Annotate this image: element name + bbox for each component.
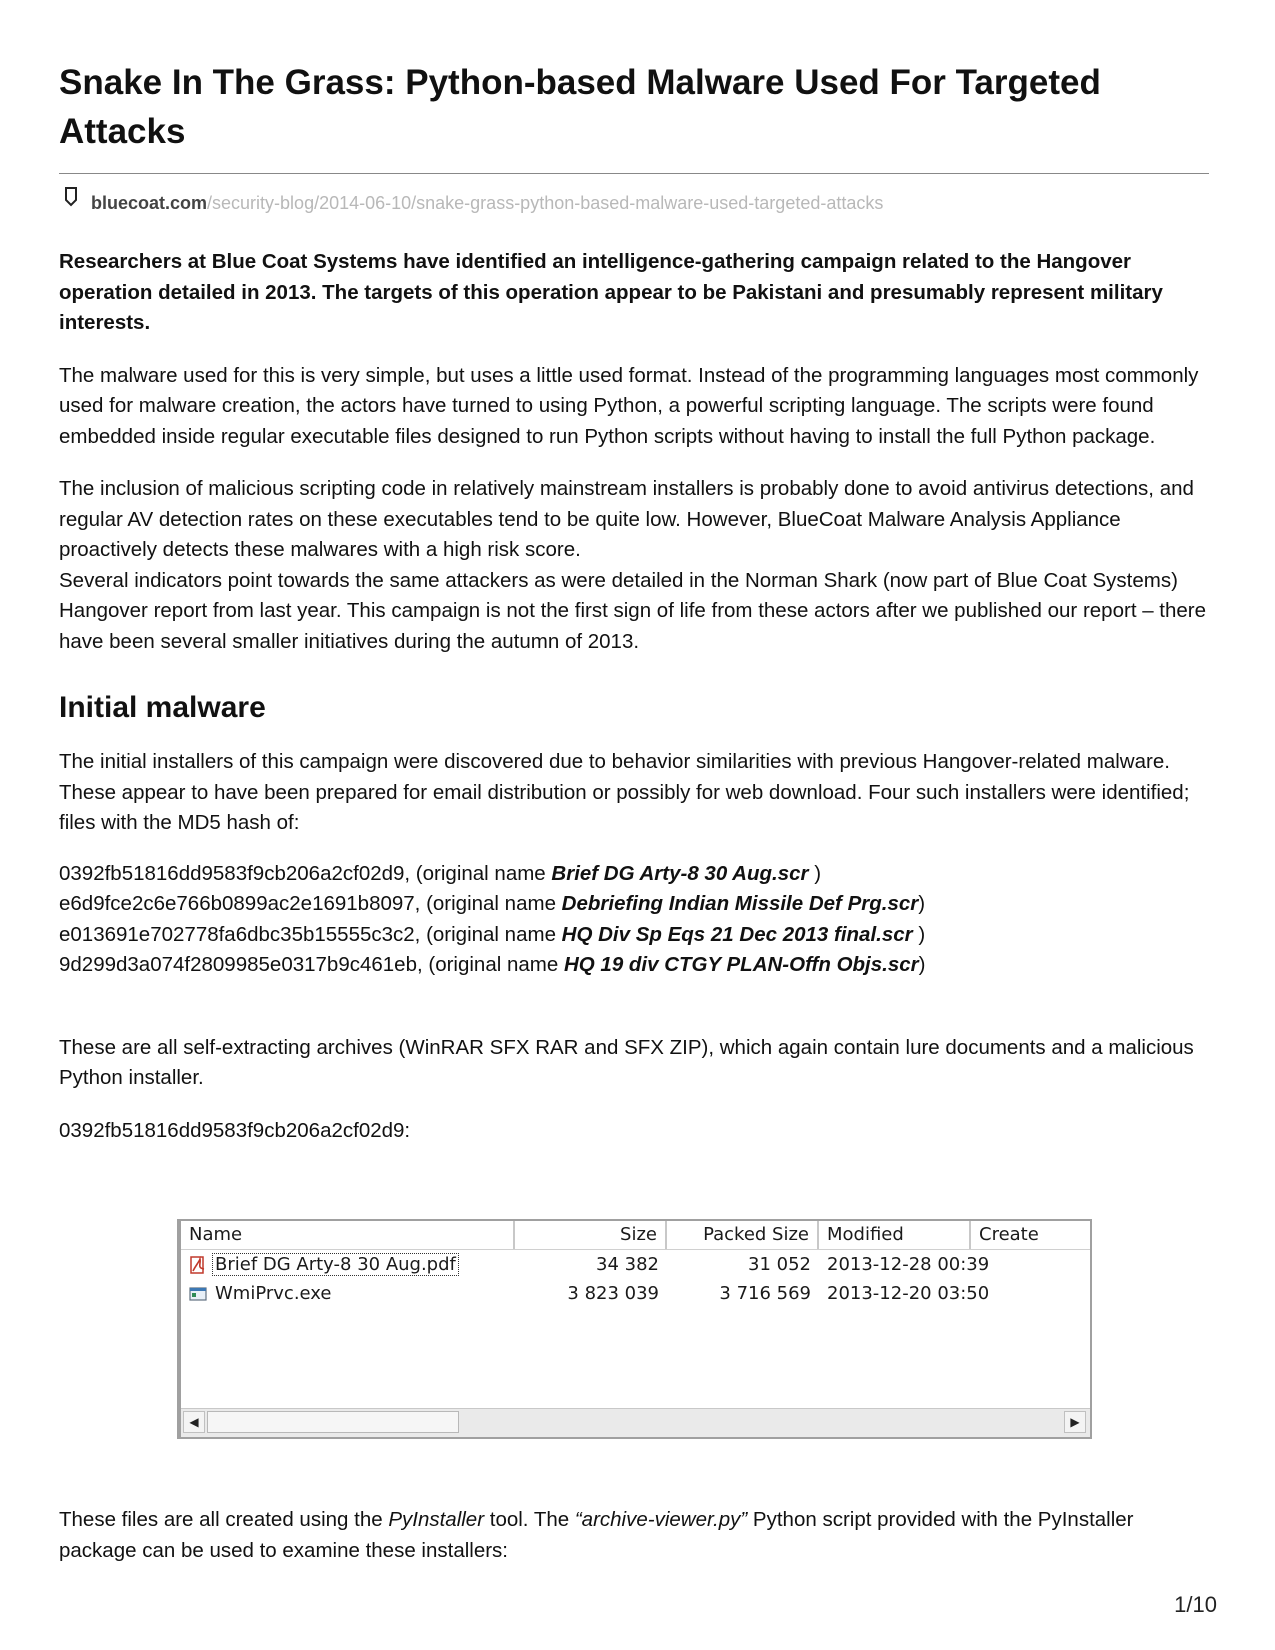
table-row[interactable]: [181, 1280, 1090, 1308]
hash-close: ): [912, 922, 926, 946]
hash-line: [59, 859, 1209, 890]
scroll-left-icon[interactable]: ◀: [183, 1411, 205, 1433]
column-name[interactable]: Name: [181, 1221, 515, 1249]
section-heading: Initial malware: [59, 691, 266, 724]
hash-close: ): [918, 953, 926, 976]
paragraph: The inclusion of malicious scripting code in relatively mainstream installers is probably done to avoid antivirus detections, and regular AV detection rates on these executables tend to be quite low. However, BlueCoat Malware Analysis Appliance proactively detects these malwares with a high risk score.: [59, 477, 1194, 561]
source-path[interactable]: /security-blog/2014-06-10/snake-grass-python-based-malware-used-targeted-attacks: [207, 192, 884, 213]
hash-list: [59, 859, 1209, 981]
file-packed-size: 31 052: [748, 1254, 811, 1275]
page-number: 1/10: [1174, 1592, 1217, 1617]
hash-line: [59, 920, 1209, 951]
paragraph: Several indicators point towards the same attackers as were detailed in the Norman Shark (now part of Blue Coat Systems) Hangover report from last year. This campaign is not the first sign of life from these actors after we published our report – there have been several smaller initiatives during the autumn of 2013.: [59, 568, 1207, 653]
column-packed-size[interactable]: Packed Size: [667, 1221, 819, 1249]
scroll-thumb[interactable]: [207, 1411, 459, 1433]
archive-file-list: [177, 1219, 1092, 1439]
text: These files are all created using the: [59, 1508, 389, 1531]
file-name[interactable]: Brief DG Arty-8 30 Aug.pdf: [215, 1254, 456, 1275]
original-filename: HQ 19 div CTGY PLAN-Offn Objs.scr: [563, 953, 919, 976]
script-name: “archive-viewer.py”: [574, 1508, 748, 1531]
original-filename: Debriefing Indian Missile Def Prg.scr: [561, 892, 919, 915]
hash-label: 0392fb51816dd9583f9cb206a2cf02d9:: [59, 1118, 411, 1142]
lead-paragraph: Researchers at Blue Coat Systems have identified an intelligence-gathering campaign related to the Hangover operation detailed in 2013. The targets of this operation appear to be Pakistani and presumably represent military interests.: [59, 250, 1163, 334]
text: tool. The: [484, 1508, 575, 1531]
paragraph: These are all self-extracting archives (WinRAR SFX RAR and SFX ZIP), which again contain lure documents and a malicious Python installer.: [59, 1035, 1194, 1089]
column-modified[interactable]: Modified: [819, 1221, 971, 1249]
file-packed-size: 3 716 569: [719, 1283, 811, 1304]
hash-line: [59, 889, 1209, 920]
hash-text: e013691e702778fa6dbc35b15555c3c2, (original name: [59, 922, 562, 946]
hash-text: 0392fb51816dd9583f9cb206a2cf02d9, (original name: [59, 861, 552, 885]
pdf-icon: [189, 1256, 207, 1274]
title-divider: [59, 173, 1209, 174]
hash-line: [59, 950, 1209, 981]
file-size: 34 382: [596, 1254, 659, 1275]
source-url[interactable]: [59, 184, 1209, 222]
file-name[interactable]: WmiPrvc.exe: [215, 1283, 332, 1304]
hash-text: 9d299d3a074f2809985e0317b9c461eb, (original name: [59, 953, 564, 976]
original-filename: HQ Div Sp Eqs 21 Dec 2013 final.scr: [561, 922, 913, 946]
file-size: 3 823 039: [567, 1283, 659, 1304]
hash-close: ): [918, 892, 926, 915]
paragraph: [59, 1505, 1209, 1566]
file-modified: 2013-12-28 00:39: [827, 1254, 990, 1275]
exe-icon: [189, 1285, 207, 1303]
text: Python script provided with the PyInstaller package can be used to examine these installers:: [59, 1508, 1134, 1562]
column-header-row: [181, 1221, 1090, 1250]
scroll-right-icon[interactable]: ▶: [1064, 1411, 1086, 1433]
source-domain[interactable]: bluecoat.com: [91, 192, 208, 213]
column-created[interactable]: Create: [979, 1224, 1039, 1245]
column-size[interactable]: Size: [515, 1221, 667, 1249]
paragraph: The malware used for this is very simple, but uses a little used format. Instead of the programming languages most commonly used for malware creation, the actors have turned to using Python, a powerful scripting language. The scripts were found embedded inside regular executable files designed to run Python scripts without having to install the full Python package.: [59, 363, 1199, 448]
shield-icon: [65, 187, 77, 207]
article: [59, 58, 1209, 1146]
paragraph: The initial installers of this campaign were discovered due to behavior similarities with previous Hangover-related malware. These appear to have been prepared for email distribution or possibly for web download. Four such installers were identified; files with the MD5 hash of:: [59, 750, 1190, 834]
file-modified: 2013-12-20 03:50: [827, 1283, 990, 1304]
horizontal-scrollbar[interactable]: [181, 1408, 1090, 1437]
original-filename: Brief DG Arty-8 30 Aug.scr: [551, 861, 809, 885]
page-title: Snake In The Grass: Python-based Malware Used For Targeted Attacks: [59, 63, 1101, 151]
hash-close: ): [808, 861, 822, 885]
tool-name: PyInstaller: [388, 1508, 485, 1531]
table-row[interactable]: [181, 1251, 1090, 1279]
hash-text: e6d9fce2c6e766b0899ac2e1691b8097, (original name: [59, 892, 562, 915]
